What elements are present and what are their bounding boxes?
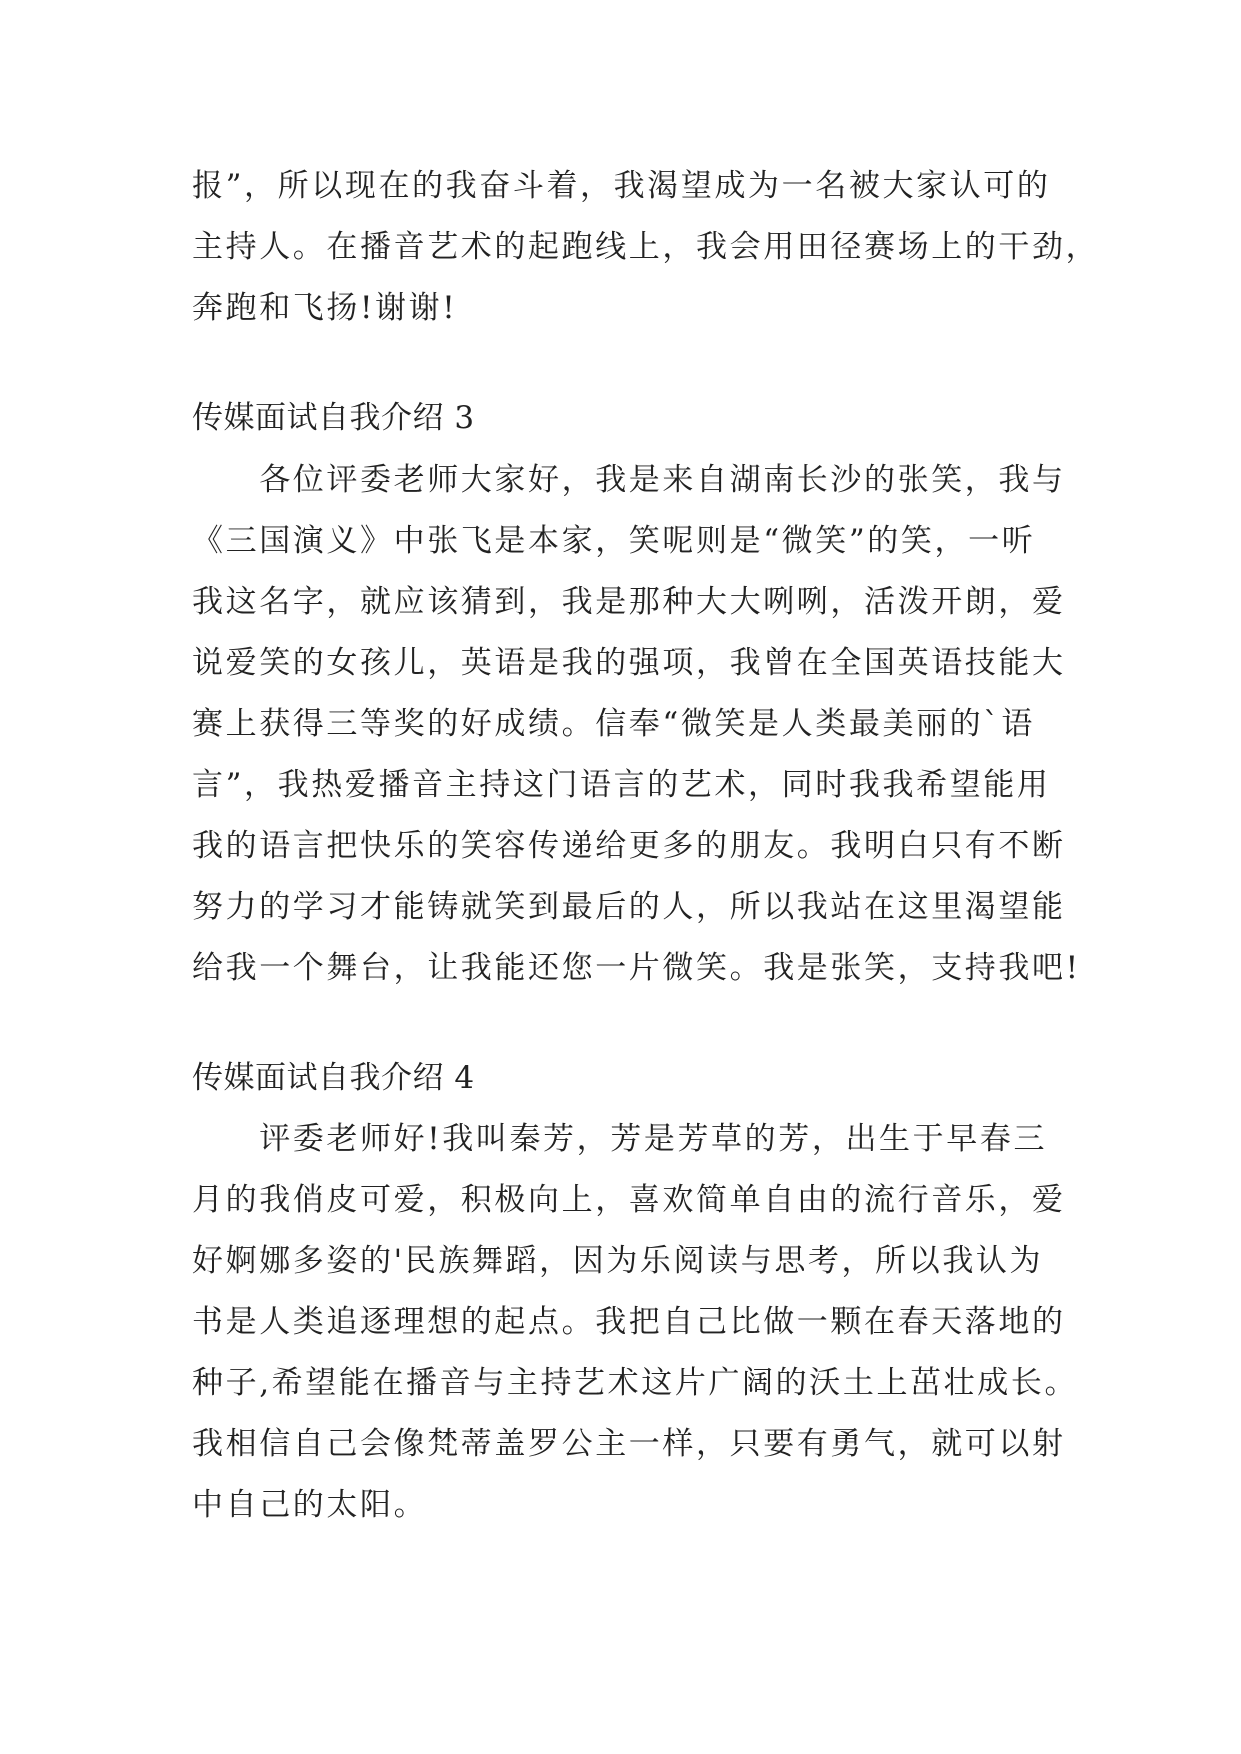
paragraph-line: 评委老师好!我叫秦芳，芳是芳草的芳，出生于早春三	[192, 1121, 1048, 1157]
paragraph-line: 给我一个舞台，让我能还您一片微笑。我是张笑，支持我吧!	[192, 950, 1081, 986]
paragraph-line: 努力的学习才能铸就笑到最后的人，所以我站在这里渴望能	[192, 889, 1066, 925]
paragraph-line: 言”，我热爱播音主持这门语言的艺术，同时我我希望能用	[192, 767, 1051, 803]
paragraph-line: 《三国演义》中张飞是本家，笑呢则是“微笑”的笑，一听	[192, 523, 1036, 559]
paragraph-line: 月的我俏皮可爱，积极向上，喜欢简单自由的流行音乐，爱	[192, 1182, 1066, 1218]
paragraph-line: 种子,希望能在播音与主持艺术这片广阔的沃土上茁壮成长。	[192, 1365, 1079, 1401]
section-heading: 传媒面试自我介绍 4	[192, 1060, 475, 1096]
paragraph-line: 说爱笑的女孩儿，英语是我的强项，我曾在全国英语技能大	[192, 645, 1066, 681]
paragraph-line: 书是人类追逐理想的起点。我把自己比做一颗在春天落地的	[192, 1304, 1066, 1340]
paragraph-line: 中自己的太阳。	[192, 1487, 428, 1523]
paragraph-line: 各位评委老师大家好，我是来自湖南长沙的张笑，我与	[192, 462, 1066, 498]
paragraph-line: 奔跑和飞扬!谢谢!	[192, 290, 458, 326]
paragraph-line: 我相信自己会像梵蒂盖罗公主一样，只要有勇气，就可以射	[192, 1426, 1066, 1462]
paragraph-line: 报”，所以现在的我奋斗着，我渴望成为一名被大家认可的	[192, 168, 1051, 204]
paragraph-line: 我这名字，就应该猜到，我是那种大大咧咧，活泼开朗，爱	[192, 584, 1066, 620]
paragraph-line: 好婀娜多姿的'民族舞蹈，因为乐阅读与思考，所以我认为	[192, 1243, 1044, 1279]
paragraph-line: 赛上获得三等奖的好成绩。信奉“微笑是人类最美丽的`语	[192, 706, 1035, 742]
paragraph-line: 我的语言把快乐的笑容传递给更多的朋友。我明白只有不断	[192, 828, 1066, 864]
paragraph-line: 主持人。在播音艺术的起跑线上，我会用田径赛场上的干劲，	[192, 229, 1100, 265]
section-heading: 传媒面试自我介绍 3	[192, 400, 475, 436]
